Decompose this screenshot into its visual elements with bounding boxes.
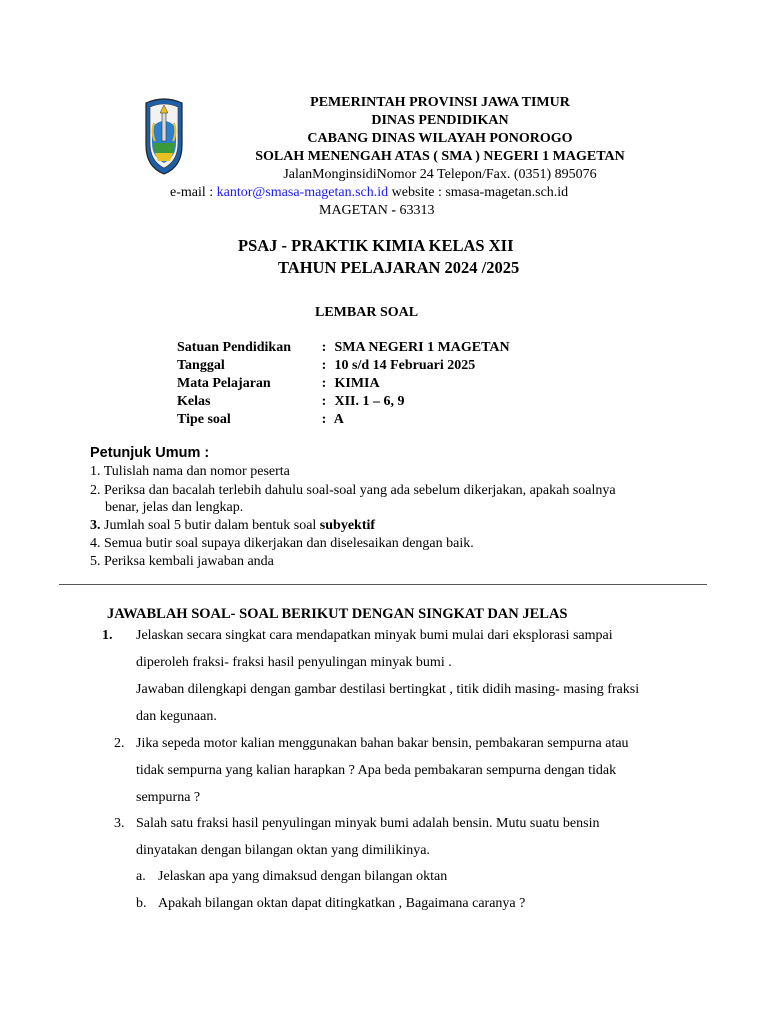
question-line: dinyatakan dengan bilangan oktan yang dimilikinya. [136,843,430,858]
info-label: Tanggal [177,358,225,373]
question-line: Salah satu fraksi hasil penyulingan minyak bumi adalah bensin. Mutu suatu bensin [136,816,600,831]
question-line: Jika sepeda motor kalian menggunakan bahan bakar bensin, pembakaran sempurna atau [136,736,629,751]
question-line: dan kegunaan. [136,709,217,724]
instruction-text: Semua butir soal supaya dikerjakan dan diselesaikan dengan baik. [104,536,474,551]
city-name: MAGETAN [319,203,388,218]
letterhead-contact [170,184,568,202]
letterhead-address: JalanMonginsidiNomor 24 Telepon/Fax. (0351) 895076 [283,167,597,182]
question-line: Jelaskan secara singkat cara mendapatkan minyak bumi mulai dari eksplorasi sampai [136,628,613,643]
sub-question-letter: b. [136,896,147,911]
info-colon: : [321,412,327,427]
exam-title: PSAJ - PRAKTIK KIMIA KELAS XII [238,236,514,255]
instruction-number: 2. [90,483,101,498]
question-number: 1. [102,628,113,643]
info-label: Satuan Pendidikan [177,340,291,355]
info-value: SMA NEGERI 1 MAGETAN [334,340,510,355]
question-number: 3. [114,816,125,831]
instruction-item [90,463,290,481]
general-instructions-title: Petunjuk Umum : [90,445,210,461]
question-line: tidak sempurna yang kalian harapkan ? Apa beda pembakaran sempurna dengan tidak [136,763,617,778]
answer-instructions: JAWABLAH SOAL- SOAL BERIKUT DENGAN SINGKAT DAN JELAS [107,606,568,622]
letterhead-school: SOLAH MENENGAH ATAS ( SMA ) NEGERI 1 MAGETAN [255,149,625,164]
postal-code: 63313 [399,203,435,218]
info-colon: : [321,340,327,355]
instruction-item [90,482,616,500]
info-colon: : [321,358,327,373]
info-row-type [177,411,344,429]
info-label: Kelas [177,394,211,409]
instruction-number: 1. [90,464,101,479]
question-line: sempurna ? [136,790,201,805]
instruction-text: Periksa kembali jawaban anda [104,554,274,569]
instruction-text: Jumlah soal 5 butir dalam bentuk soal [104,518,320,533]
instruction-item [90,517,375,535]
letterhead-city [319,202,435,220]
info-value: XII. 1 – 6, 9 [334,394,405,409]
instruction-item [90,553,274,571]
school-year: TAHUN PELAJARAN 2024 /2025 [278,258,520,277]
sub-question-text: Apakah bilangan oktan dapat ditingkatkan , Bagaimana caranya ? [158,896,526,911]
city-dash: - [387,203,400,218]
question-line: Jawaban dilengkapi dengan gambar destilasi bertingkat , titik didih masing- masing fraksi [136,682,640,697]
instruction-number: 5. [90,554,101,569]
instruction-text: Periksa dan bacalah terlebih dahulu soal-soal yang ada sebelum dikerjakan, apakah soalnya [104,483,616,498]
instruction-number: 3. [90,518,101,533]
instruction-bold-text: subyektif [319,518,376,533]
info-label: Mata Pelajaran [177,376,271,391]
sub-question-text: Jelaskan apa yang dimaksud dengan bilangan oktan [158,869,448,884]
info-colon: : [321,394,327,409]
email-link[interactable]: kantor@smasa-magetan.sch.id [216,185,389,200]
letterhead-office: DINAS PENDIDIKAN [371,113,509,128]
instruction-number: 4. [90,536,101,551]
section-divider [59,584,707,585]
info-row-school [177,339,510,357]
instruction-text: benar, jelas dan lengkap. [105,500,244,515]
website-text: website : smasa-magetan.sch.id [388,185,569,200]
info-label: Tipe soal [177,412,231,427]
instruction-item-continued [105,499,243,517]
info-row-class [177,393,405,411]
question-line: diperoleh fraksi- fraksi hasil penyulingan minyak bumi . [136,655,452,670]
info-value: KIMIA [334,376,380,391]
sub-question-letter: a. [136,869,146,884]
sheet-title: LEMBAR SOAL [315,305,419,320]
info-row-date [177,357,475,375]
email-prefix: e-mail : [170,185,217,200]
info-colon: : [321,376,327,391]
info-value: 10 s/d 14 Februari 2025 [334,358,476,373]
instruction-item [90,535,474,553]
letterhead-branch: CABANG DINAS WILAYAH PONOROGO [307,131,573,146]
info-value: A [333,412,344,427]
info-row-subject [177,375,380,393]
instruction-text: Tulislah nama dan nomor peserta [103,464,290,479]
letterhead-province: PEMERINTAH PROVINSI JAWA TIMUR [310,95,570,110]
question-number: 2. [114,736,125,751]
